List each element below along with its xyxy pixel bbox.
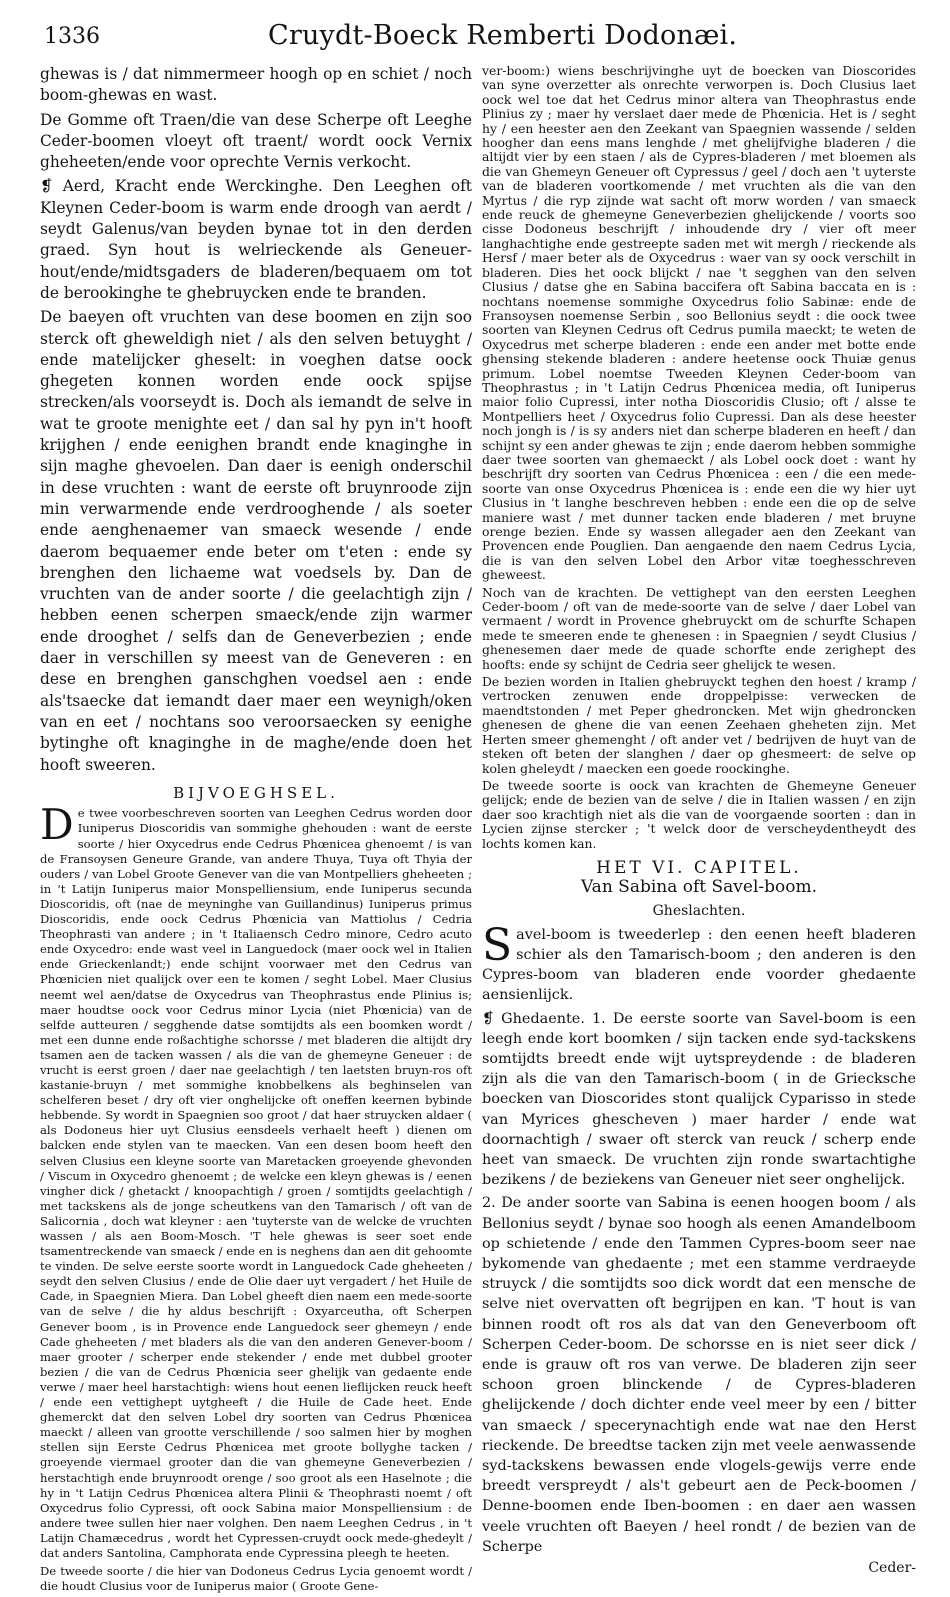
- paragraph: De Gomme oft Traen/die van dese Scherpe oft Leeghe Ceder-boomen vloeyt oft traent/ wordt oock Vernix gheheeten/ende voor oprechte Vernis verkocht.: [40, 110, 472, 172]
- paragraph: Savel-boom is tweederlep : den eenen heeft bladeren schier als den Tamarisch-boom ; den anderen is den Cypres-boom van bladeren ende voorder ghedaente aensienlijck.: [482, 919, 916, 1004]
- paragraph: Noch van de krachten. De vettighept van den eersten Leeghen Ceder-boom / oft van de mede-soorte van de selve / daer Lobel van vermaent / wordt in Provence ghebruyckt om de schurfte Schapen mede te smeeren ende te ghenesen : in Spaegnien / seydt Clusius / ghenesemen daer mede de quade schorfte ende zerighept des hoofts: ende sy schijnt de Cedria seer ghelijck te wesen.: [482, 584, 916, 672]
- right-column: [482, 64, 916, 1576]
- section-heading: BIJVOEGHSEL.: [173, 783, 339, 802]
- subsection-heading: Gheslachten.: [652, 903, 746, 920]
- paragraph: ghewas is / dat nimmermeer hoogh op en schiet / noch boom-ghewas en wast.: [40, 65, 472, 105]
- paragraph: De twee voorbeschreven soorten van Leeghen Cedrus worden door Iuniperus Dioscoridis van sommighe ghehouden : want de eerste soorte / hier Oxycedrus ende Cedrus Phœnicea ghenoemt / is van de Fransoysen Geneure Grande, van andere Thuya, Tuya oft Thyia der ouders / van Lobel Groote Genever van die van Montpelliers gheheeten ; in 't Latijn Iuniperus maior Monspelliensium, ende Iuniperus secunda Dioscoridis, oft (nae de meyninghe van Guillandinus) Iuniperus primus Dioscoridis, ende oock Cedrus Phœnicia van Mattiolus / Cedria Theophrasti van andere ; in 't Italiaensch Cedro minore, Cedro acuto ende Oxycedro: ende wast veel in Languedock (maer oock wel in Italien ende Grieckenlandt;) ende schijnt voorwaer met den Cedrus van Phœnicien niet qualijck over een te komen / seght Lobel. Maer Clusius neemt wel aen/datse de Oxycedrus van Theophrastus ende Plinius is; maer houdtse oock voor Cedrus minor Lycia (niet Phœnicia) van de selfde autteuren / segghende datse somtijdts als een boomken wordt / met een dunne ende roßachtighe schorsse / met bladeren die altijdt dry tsamen aen de tacken wassen / als die van de ghemeyne Geneuer : de vrucht is eerst groen / daer nae geelachtigh / ten laetsten bruyn-ros oft kastanie-bruyn / met sommighe knobbelkens als beghinselen van schelferen beset / dry oft vier onghelijcke oft oneffen keernen bybinde hebbende. Sy wordt in Spaegnien soo groot / dat haer struycken aldaer ( als Dodoneus hier uyt Clusius eensdeels verhaelt heeft ) dienen om balcken ende stylen van te maecken. Van een desen boom heeft den selven Clusius een kleyne soorte van Maretacken groeyende ghevonden / Viscum in Oxycedro ghenoemt ; de welcke een kleyn ghewas is / eenen vingher dick / ghetackt / knoopachtigh / groen / somtijdts geelachtigh / met tackskens als de jonge scheutkens van den Tamarisch / oft van de Salicornia , doch wat kleyner : aen 'tuyterste van de welcke de vruchten wassen / als aen Boom-Mosch. 'T hele ghewas is seer soet ende tsamentreckende van smaeck / ende en is neghens dan aen dit gehoomte te vinden. De selve eerste soorte wordt in Languedock Cade gheheeten / seydt den selven Clusius / ende de Olie daer uyt vergadert / het Huile de Cade, in Spaegnien Miera. Dan Lobel gheeft dien naem een mede-soorte van de selve / die hy aldus beschrijft : Oxyarceutha, oft Scherpen Genever boom , is in Provence ende Languedock seer ghemeyn / ende Cade gheheeten / met bladers als die van den anderen Genever-boom / maer grooter / scherper ende stekender / ende met dubbel grooter bezien / die van de Cedrus Phœnicia seer ghelijk van gedaente ende verwe / maer heel harstachtigh: wiens hout eenen lieflijcken reuck heeft / ende een vettighept uytgheeft / die Huile de Cade heet. Ende ghemerckt dat den selven Lobel dry soorten van Cedrus Phœnicea maeckt / alleen van grootte verschillende / soo salmen hier by moghen stellen sijn Eerste Cedrus Phœnicea met groote bollyghe tacken / groeyende viermael grooter dan die van ghemeyne Geneverbezien / herstachtigh ende bruynroodt orenge / soo groot als een Haselnote ; die hy in 't Latijn Cedrus Phœnicea altera Plinii & Theophrasti noemt / oft Oxycedrus folio Cypressi, oft oock Sabina maior Monspelliensium : de andere twee sullen hier naer volghen. Den naem Leeghen Cedrus , in 't Latijn Chamæcedrus , wordt het Cypressen-cruydt oock mede-ghedeylt / dat anders Santolina, Camphorata ende Cypressina pleegh te heeten.: [40, 800, 472, 1560]
- paragraph: De tweede soorte / die hier van Dodoneus Cedrus Lycia genoemt wordt / die houdt Clusius voor de Iuniperus maior ( Groote Gene-: [40, 1564, 472, 1594]
- running-title: Cruydt-Boeck Remberti Dodonæi.: [268, 20, 738, 51]
- catchword: Ceder-: [868, 1560, 916, 1577]
- page-number: 1336: [44, 24, 100, 49]
- chapter-heading: HET VI. CAPITEL.: [596, 857, 802, 878]
- paragraph: ❡ Ghedaente. 1. De eerste soorte van Savel-boom is een leegh ende kort boomken / sijn tacken ende syd-tackskens somtijdts breedt ende wijt uytspreydende : de bladeren zijn als die van den Tamarisch-boom ( in de Griecksche boecken van Dioscorides stont qualijck Cyparisso in stede van Myrices ghescheven ) maer harder / ende wat doornachtigh / swaer oft sterck van reuck / scherp ende heet van smaeck. De vruchten zijn ronde swartachtighe bezikens / de beziekens van Geneuer niet seer onghelijck.: [482, 1010, 916, 1189]
- paragraph: 2. De ander soorte van Sabina is eenen hoogen boom / als Bellonius seydt / bynae soo hoogh als eenen Amandelboom op schietende / ende den Tammen Cypres-boom seer nae bykomende van ghedaente ; met een stamme verdraeyde struyck / die somtijdts soo dick wordt dat een mensche de selve niet overvatten oft begrijpen en kan. 'T hout is van binnen roodt oft ros als dat van den Geneverboom oft Scherpen Ceder-boom. De schorsse en is niet seer dick / ende is grauw oft ros van verwe. De bladeren zijn seer schoon groen blinckende / de Cypres-bladeren ghelijckende / doch dichter ende veel meer by een / bitter van smaeck / specerynachtigh ende wat nae den Herst rieckende. De breedtse tacken zijn met veele aenwassende syd-tackskens bewassen ende vlogels-gewijs verre ende breedt verspreydt / als't gebeurt aen de Peck-boomen / Denne-boomen ende Iben-boomen : en daer aen wassen veele vruchten oft Baeyen / heel rondt / de bezien van de Scherpe: [482, 1195, 916, 1555]
- left-column: [40, 64, 472, 1597]
- paragraph: De baeyen oft vruchten van dese boomen en zijn soo sterck oft gheweldigh niet / als den selven betuyght / ende matelijcker gheselt: in voeghen datse oock ghegeten konnen worden ende oock spijse strecken/als voorseydt is. Doch als iemandt de selve in wat te groote menighte eet / dan sal hy pyn in't hooft krijghen / ende eenighen brandt ende knaginghe in sijn maghe ghevoelen. Dan daer is eenigh onderschil in dese vruchten : want de eerste oft bruynroode zijn min verwarmende ende verdrooghende / als soeter ende aenghenaemer van smaeck wesende / ende daerom bequaemer ende beter om t'eten : ende sy brenghen den lichaeme wat voedsels by. Dan de vruchten van de ander soorte / die geelachtigh zijn / hebben eenen scherpen smaeck/ende zijn warmer ende drooghet / selfs dan de Geneverbezien ; ende daer in verschillen sy meest van de Geneveren : en dese en brenghen ganschghen voedsel aen : ende als'tsaecke dat iemandt daer maer een weynigh/oken van en eet / nochtans soo veroorsaecken sy eenighe bytinghe oft knaginghe in de maghe/ende doen het hooft sweeren.: [40, 308, 472, 774]
- paragraph: ver-boom:) wiens beschrijvinghe uyt de boecken van Dioscorides van syne overzetter als onrechte verworpen is. Doch Clusius laet oock wel toe dat het Cedrus minor altera van Theophrastus ende Plinius zy ; maer hy verslaet daer mede de Phœnicia. Het is / seght hy / een heester aen den Zeekant van Spaegnien wassende / selden hoogher dan eens mans lenghde / met ghelijfvighe bladeren / die altijdt vier by een staen / als de Cypres-bladeren / met bloemen als die van Ghemeyn Geneuer oft Cypressus / geel / doch aen 't uyterste van de bladeren voortkomende / met vruchten als die van den Myrtus / die ryp zijnde wat sacht oft morw worden / van smaeck ende reuck de ghemeyne Geneverbezien ghelijckende / voorts soo cisse Dodoneus beschrijft / inhoudende dry / vier oft meer langhachtighe ende gestreepte saden met wit mergh / rieckende als Hersf / maer beter als de Oxycedrus : waer van sy oock verschilt in bladeren. Dies het oock blijckt / nae 't segghen van den selven Clusius / datse ghe en Sabina baccifera oft Sabina baccata en is : nochtans noemense sommighe Oxycedrus folio Sabinæ: ende de Fransoysen noemense Serbin , soo Bellonius seydt : die oock twee soorten van Kleynen Cedrus oft Cedrus pumila maeckt; te weten de Oxycedrus met scherpe bladeren : ende een ander met botte ende ghensing stekende bladeren : andere heetense oock Thuiæ genus primum. Lobel noemtse Tweeden Kleynen Ceder-boom van Theophrastus ; in 't Latijn Cedrus Phœnicea media, oft Iuniperus maior folio Cupressi, inter notha Dioscoridis Clusio; oft / alsse te Montpelliers heet / Oxycedrus folio Cupressi. Dan als dese heester noch jongh is / is sy anders niet dan scherpe bladeren en heeft / dan schijnt sy een ander ghewas te zijn ; ende daerom hebben sommighe daer twee soorten van ghemaeckt / als Lobel oock doet : want hy beschrijft dry soorten van Cedrus Phœnicea : een / die een mede-soorte van onse Oxycedrus Phœnicea is : ende een die wy hier uyt Clusius in 't langhe beschreven hebben : ende een die op de selve maniere wast / met dunner tacken ende bladeren / met bruyne orenge bezien. Ende sy wassen allegader aen den Zeekant van Provencen ende Pouglien. Dan aengaende den naem Cedrus Lycia, die is van den selven Lobel den Arbor vitæ toeghesschreven gheweest.: [482, 63, 916, 583]
- paragraph: De tweede soorte is oock van krachten de Ghemeyne Geneuer gelijck; ende de bezien van de selve / die in Italien wassen / en zijn daer soo krachtigh niet als die van de voorgaende soorten : dan in Lycien zijnse stercker ; 't welck door de verscheydentheydt des lochts komen kan.: [482, 777, 916, 851]
- paragraph: ❡ Aerd, Kracht ende Werckinghe. Den Leeghen oft Kleynen Ceder-boom is warm ende droogh van aerdt / seydt Galenus/van beyden bynae tot in den derden graed. Syn hout is welrieckende als Geneuer-hout/ende/midtsgaders de bladeren/bequaem om tot de berookinghe te ghebruycken ende te branden.: [40, 177, 472, 302]
- paragraph: De bezien worden in Italien ghebruyckt teghen den hoest / kramp / vertrocken zenuwen ende droppelpisse: verwecken de maendtstonden / met Peper ghedroncken. Met wijn ghedroncken ghenesen de ghene die van eenen Zeehaen gheheten zijn. Met Herten smeer ghemenght / oft ander vet / bedrijven de huyt van de steken oft beten der slanghen / daer op ghesmeert: de selve op kolen gheleydt / maecken een goede roockinghe.: [482, 674, 916, 776]
- chapter-title: Van Sabina oft Savel-boom.: [580, 876, 818, 897]
